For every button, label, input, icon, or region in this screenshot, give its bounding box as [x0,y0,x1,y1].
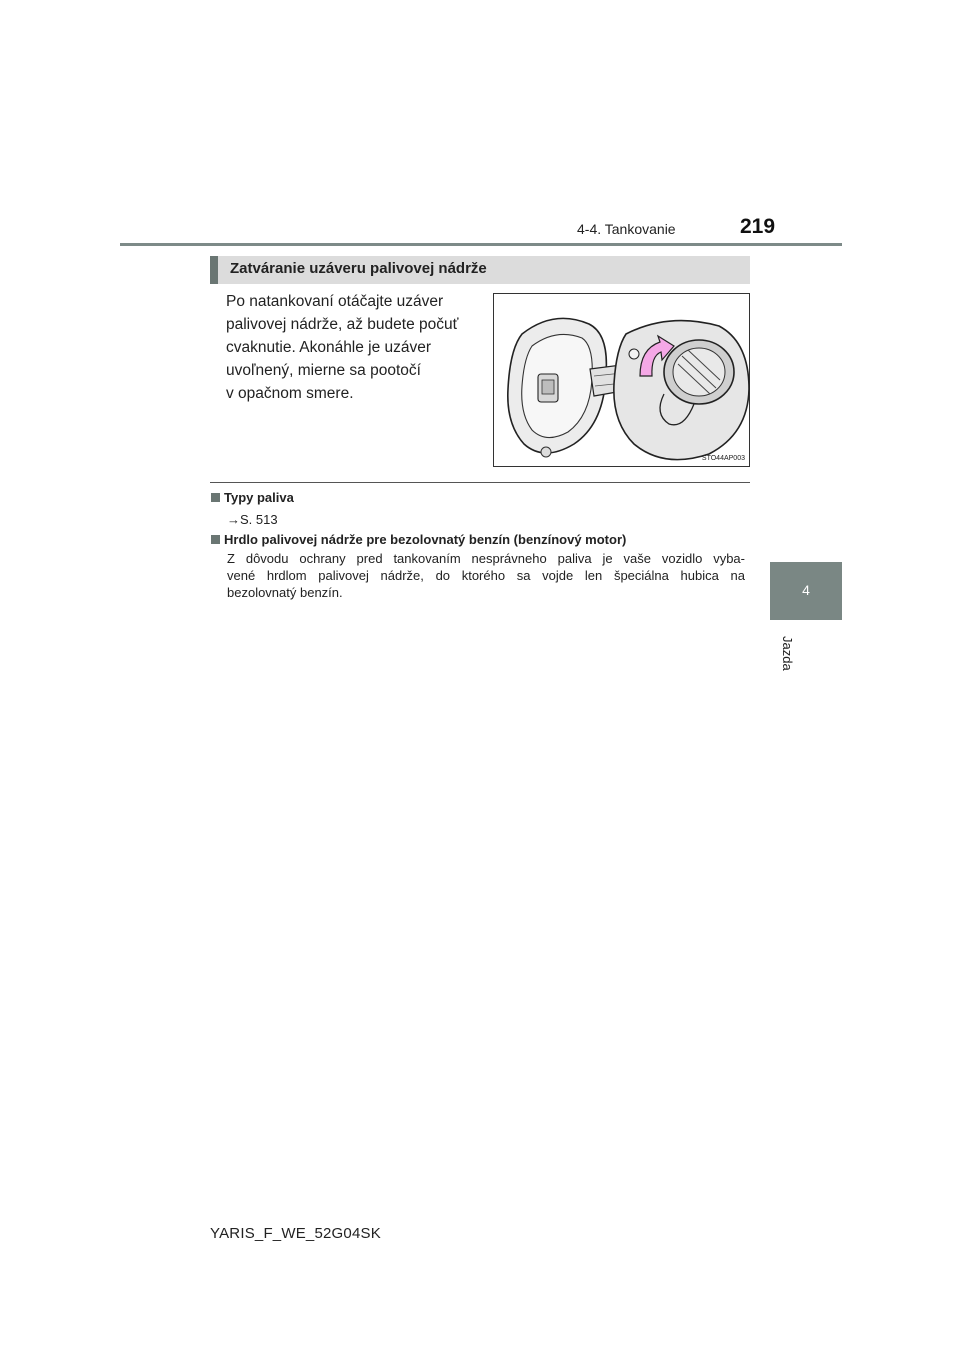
latch-detail [542,380,554,394]
fuel-cap-drawing [494,294,751,468]
square-bullet-icon [211,493,220,502]
body-line: Z dôvodu ochrany pred tankovaním nesprávneho paliva je vaše vozidlo vyba- [227,551,745,566]
item-heading: Typy paliva [224,490,294,505]
intro-line: v opačnom smere. [226,385,354,402]
intro-line: uvoľnený, mierne sa pootočí [226,362,421,379]
section-title: Zatváranie uzáveru palivovej nádrže [230,260,487,277]
section-title-bar [210,256,750,284]
door-pin [541,447,551,457]
intro-line: palivovej nádrže, až budete počuť [226,316,459,333]
body-line: bezolovnatý benzín. [227,585,343,600]
intro-line: cvaknutie. Akonáhle je uzáver [226,339,432,356]
item-filler-neck [211,531,626,549]
item-body [227,550,745,601]
item-heading: Hrdlo palivovej nádrže pre bezolovnatý benzín (benzínový motor) [224,532,627,547]
fuel-cap-illustration [493,293,750,467]
page-number: 219 [740,215,776,238]
chapter-number: 4 [802,582,810,598]
intro-paragraph [226,290,478,405]
running-section-title: 4-4. Tankovanie [577,221,676,237]
page-reference: →S. 513 [227,512,278,527]
document-code: YARIS_F_WE_52G04SK [210,1225,381,1242]
holder-bolt [629,349,639,359]
body-line: vené hrdlom palivovej nádrže, do ktorého sa vojde len špeciálna hubica na [227,568,745,583]
figure-code: STO44AP003 [701,455,745,462]
chapter-tab [770,562,842,620]
item-fuel-types [211,489,294,507]
section-divider [210,482,750,483]
square-bullet-icon [211,535,220,544]
intro-line: Po natankovaní otáčajte uzáver [226,293,444,310]
chapter-name: Jazda [780,636,795,671]
header-rule [120,243,842,246]
